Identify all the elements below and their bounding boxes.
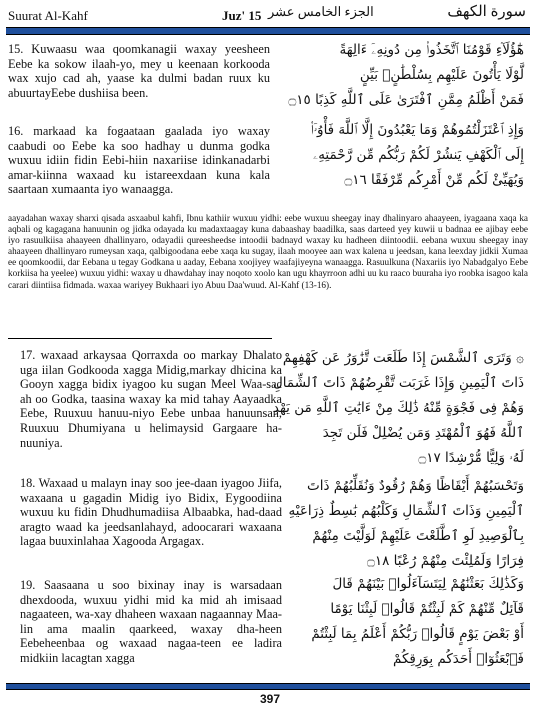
verse-19-arabic-line: فَٱبْعَثُوٓا۟ أَحَدَكُم بِوَرِقِكُمْ: [392, 651, 524, 667]
verse-18-arabic-line: فِرَارًا وَلَمُلِئْتَ مِنْهُمْ رُعْبًا ۝١٨: [366, 553, 524, 569]
verse-17-arabic-line: لَهُۥ وَلِيًّا مُّرْشِدًا ۝١٧: [418, 450, 524, 466]
verse-17-arabic-line: ذَاتَ ٱلْيَمِينِ وَإِذَا غَرَبَت تَّقْرِضُهُمْ ذَاتَ ٱلشِّمَالِ: [273, 375, 524, 391]
verse-16-arabic: [292, 118, 524, 193]
verse-18-arabic: [290, 474, 524, 574]
verse-15-arabic-line: فَمَنْ أَظْلَمُ مِمَّنِ ٱفْتَرَىٰ عَلَى ٱللَّهِ كَذِبًا ۝١٥: [288, 92, 524, 108]
verse-15-translation: 15. Kuwaasu waa qoomkanagii waxay yeesheen Eebe ka sokow ilaah-yo, mey u keenaan korkooda wax xujo cad ah, yaase ka dulmi badan ruux ku abuurtayEebe dushiisa been.: [8, 42, 270, 100]
verse-19-arabic-line: أَوْ بَعْضَ يَوْمٍ قَالُوا۟ رَبُّكُمْ أَعْلَمُ بِمَا لَبِثْتُمْ: [311, 626, 524, 642]
verse-18-arabic-line: وَتَحْسَبُهُمْ أَيْقَاظًا وَهُمْ رُقُودٌ وَنُقَلِّبُهُمْ ذَاتَ: [307, 478, 524, 494]
page-number: 397: [259, 692, 281, 706]
verse-19-translation: 19. Saasaana u soo bixinay inay is warsadaan dhexdooda, wuxuu yidhi mid ka mid ah imisaad nagaateen, wa-xay dhaheen waxaan nagaannay Maa-lin ama maalin qaarkeed, waxay dha-heen Eebeheenbaa og waxaad nagaa-teen ee ladira midkiin lacagtan xagga: [20, 578, 282, 665]
section-divider: [8, 338, 272, 339]
verse-17-arabic-line: وَهُمْ فِى فَجْوَةٍ مِّنْهُ ذَٰلِكَ مِنْ ءَايَٰتِ ٱللَّهِ مَن يَهْدِ: [272, 400, 524, 416]
verse-18-translation: 18. Waxaad u malayn inay soo jee-daan iyagoo Jiifa, waxaana u gagadin Midig iyo Bidix, Eygoodiina wuxuu ku fidin Dhudhumadiisa Albaabka, had-daad aragto waad ka jeedsanlahayd, adoocarari waxaana lagaa buuxinlahaa Xagooda Argagax.: [20, 476, 282, 549]
footer-rule: [6, 683, 530, 690]
header-rule: [6, 27, 530, 35]
verse-16-arabic-line: إِلَى ٱلْكَهْفِ يَنشُرْ لَكُمْ رَبُّكُم مِّن رَّحْمَتِهِۦ: [313, 147, 524, 163]
verse-17-arabic-line: ٱللَّهُ فَهُوَ ٱلْمُهْتَدِ وَمَن يُضْلِلْ فَلَن تَجِدَ: [322, 425, 524, 441]
page-header: [0, 0, 540, 30]
verse-15-arabic: [288, 38, 524, 113]
verse-17-arabic-line: ۞ وَتَرَى ٱلشَّمْسَ إِذَا طَلَعَت تَّزَٰوَرُ عَن كَهْفِهِمْ: [282, 350, 524, 366]
verse-16-arabic-line: وَإِذِ ٱعْتَزَلْتُمُوهُمْ وَمَا يَعْبُدُونَ إِلَّا ٱللَّهَ فَأْوُۥٓا۟: [310, 122, 524, 138]
juz-label: Juz' 15: [222, 8, 262, 23]
verse-18-arabic-line: ٱلْيَمِينِ وَذَاتَ ٱلشِّمَالِ وَكَلْبُهُم بَٰسِطٌ ذِرَاعَيْهِ: [288, 503, 524, 519]
verse-19-arabic: [290, 572, 524, 672]
verse-17-translation: 17. waxaad arkaysaa Qorraxda oo markay Dhalato uga iilan Godkooda xagga Midig,markay dhicina ka Gooyn xagga bidix iyagoo ku sugan Meel Waa-sac ah oo Godka, taasina waxay ka mid tahay Aayaadka Eebe, Ruuxuu hanuu-niyo Eebe unbaa hanuunsan, Ruuxuu Dhumiyana u helimaysid Gargaare ha-nuuniya.: [20, 348, 282, 450]
surah-arabic-label: سورة الكهف: [447, 4, 526, 20]
verse-15-arabic-line: هَٰٓؤُلَآءِ قَوْمُنَا ٱتَّخَذُوا۟ مِن دُونِهِۦٓ ءَالِهَةً: [339, 42, 524, 58]
commentary-text: aayadahan waxay sharxi qisada asxaabul kahfi, Ibnu kathiir wuxuu yidhi: eebe wuxuu sheegay inay dhalinyaro ahaayeen, iyagaana xaqa ka aqbali og kagagana hanuunin og jidka odayada ku madaxtaagay kuna dabaashay baadilka, saas darteed yey kuwii u badnaa ee ajibay eebe iyo rasuulkiisa ahaayeen dhallinyaro, odayadii qureesheedse intoodii badnayd waxay ku hadheen diintoodii. eebana wuxuu sheegay inay ahaayeen dhallinyaro rumeysan xaqa, qalbigoodana eebe xaqa ku sugay, ilaah mooyee aan wax kalena u jeedsan, kana leexday jidkii Xumaa ee qoomkoodii, dar Eebana u tegay Godkana u aaday, Eebana xoojiyey waafajiyeyna wanaagga. Rasuulkuna (Naxariis iyo Nabadgalyo Eebe korkiisa ha yeelee) wuxuu yidhi: waxay u dhawdahay inay noqoto xoolo kan ugu khayrroon adhi uu ku raaco buuraha iyo roobka isagoo kala carari diintiisa fidmada. waxaa wariyey Bukhaari iyo Abuu Daa'wuud. Al-Kahf (13-16).: [8, 213, 528, 290]
surah-name-label: Suurat Al-Kahf: [8, 8, 88, 23]
verse-15-arabic-line: لَّوْلَا يَأْتُونَ عَلَيْهِم بِسُلْطَٰنٍۭ بَيِّنٍ: [359, 67, 524, 83]
verse-19-arabic-line: وَكَذَٰلِكَ بَعَثْنَٰهُمْ لِيَتَسَآءَلُوا۟ بَيْنَهُمْ قَالَ: [332, 576, 524, 592]
verse-18-arabic-line: بِٱلْوَصِيدِ لَوِ ٱطَّلَعْتَ عَلَيْهِمْ لَوَلَّيْتَ مِنْهُمْ: [312, 528, 524, 544]
juz-arabic-label: الجزء الخامس عشر: [268, 4, 374, 19]
verse-16-arabic-line: وَيُهَيِّئْ لَكُم مِّنْ أَمْرِكُم مِّرْفَقًا ۝١٦: [344, 172, 524, 188]
verse-16-translation: 16. markaad ka fogaataan gaalada iyo waxay caabudi oo Eebe ka soo hadhay u dunma godka wuxuu idiin fidin Eebi-hiin naxariise idinkanadarbi amar-kiinna waxaad ku istareexdaan kuna kala saartaan xumaanta iyo wanaagga.: [8, 124, 270, 197]
verse-17-arabic: [272, 346, 524, 471]
verse-19-arabic-line: قَآئِلٌ مِّنْهُمْ كَمْ لَبِثْتُمْ قَالُوا۟ لَبِثْنَا يَوْمًا: [330, 601, 524, 617]
